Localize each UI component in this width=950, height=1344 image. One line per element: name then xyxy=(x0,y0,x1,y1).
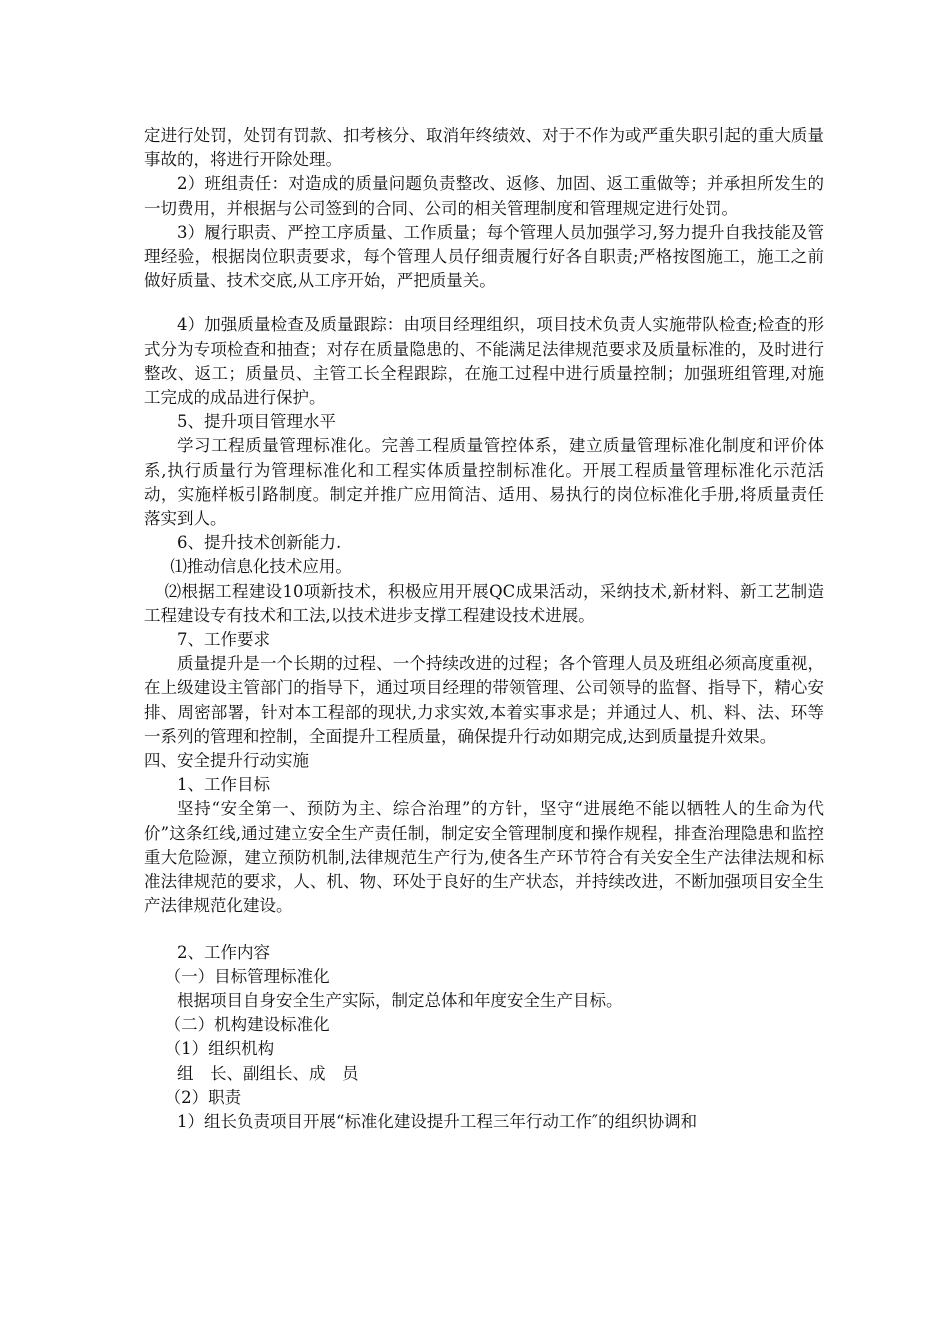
paragraph-penalty-continuation: 定进行处罚，处罚有罚款、扣考核分、取消年终绩效、对于不作为或严重失职引起的重大质量事故的，将进行开除处理。 xyxy=(144,126,824,170)
document-page xyxy=(144,124,824,1134)
subheading-duties: （2）职责 xyxy=(164,1087,242,1107)
organization-members: 组 长、副组长、成 员 xyxy=(177,1063,359,1083)
heading-work-content: 2、工作内容 xyxy=(177,942,270,962)
paragraph-safety-targets: 根据项目自身安全生产实际，制定总体和年度安全生产目标。 xyxy=(177,990,623,1010)
section-heading-safety: 四、安全提升行动实施 xyxy=(144,751,309,771)
subheading-organization: （1）组织机构 xyxy=(164,1039,275,1059)
paragraph-leader-duty: 1）组长负责项目开展“标准化建设提升工程三年行动工作″的组织协调和 xyxy=(177,1111,698,1131)
paragraph-fulfill-duties: 3）履行职责、严控工序质量、工作质量；每个管理人员加强学习,努力提升自我技能及管理经验，根据岗位职责要求，每个管理人员仔细责履行好各自职责;严格按图施工，施工之前做好质量、技术交底,从工序开始，严把质量关。 xyxy=(144,222,824,291)
heading-project-management: 5、提升项目管理水平 xyxy=(177,412,336,432)
subheading-goal-management: （一）目标管理标准化 xyxy=(164,966,330,986)
paragraph-standardization: 学习工程质量管理标准化。完善工程质量管控体系，建立质量管理标准化制度和评价体系,执行质量行为管理标准化和工程实体质量控制标准化。开展工程质量管理标准化示范活动，实施样板引路制度。制定并推广应用简洁、适用、易执行的岗位标准化手册,将质量责任落实到人。 xyxy=(144,436,824,529)
paragraph-safety-policy: 坚持“安全第一、预防为主、综合治理”的方针，坚守“进展绝不能以牺牲人的生命为代价”这条红线,通过建立安全生产责任制，制定安全管理制度和操作规程，排查治理隐患和监控重大危险源，建立预防机制,法律规范生产行为,使各生产环节符合有关安全生产法律法规和标准法律规范的要求，人、机、物、环处于良好的生产状态，并持续改进，不断加强项目安全生产法律规范化建设。 xyxy=(144,799,824,916)
subheading-organization-building: （二）机构建设标准化 xyxy=(164,1015,330,1035)
list-item-informatization: ⑴推动信息化技术应用。 xyxy=(170,557,352,577)
paragraph-quality-improvement: 质量提升是一个长期的过程、一个持续改进的过程；各个管理人员及班组必须高度重视，在上级建设主管部门的指导下，通过项目经理的带领管理、公司领导的监督、指导下，精心安排、周密部署，针对本工程部的现状,力求实效,本着实事求是；并通过人、机、料、法、环等一系列的管理和控制，全面提升工程质量，确保提升行动如期完成,达到质量提升效果。 xyxy=(144,654,824,746)
list-item-new-technology: ⑵根据工程建设10项新技术，积极应用开展QC成果活动，采纳技术,新材料、新工艺制造工程建设专有技术和工法,以技术进步支撑工程建设技术进展。 xyxy=(144,581,824,625)
heading-work-goal: 1、工作目标 xyxy=(177,775,270,795)
heading-work-requirements: 7、工作要求 xyxy=(177,630,270,650)
paragraph-team-responsibility: 2）班组责任：对造成的质量问题负责整改、返修、加固、返工重做等；并承担所发生的一切费用，并根据与公司签到的合同、公司的相关管理制度和管理规定进行处罚。 xyxy=(144,174,824,218)
paragraph-quality-inspection: 4）加强质量检查及质量跟踪：由项目经理组织，项目技术负责人实施带队检查;检查的形式分为专项检查和抽查；对存在质量隐患的、不能满足法律规范要求及质量标准的，及时进行整改、返工；质量员、主管工长全程跟踪，在施工过程中进行质量控制；加强班组管理,对施工完成的成品进行保护。 xyxy=(144,315,824,408)
heading-tech-innovation: 6、提升技术创新能力. xyxy=(177,533,342,553)
